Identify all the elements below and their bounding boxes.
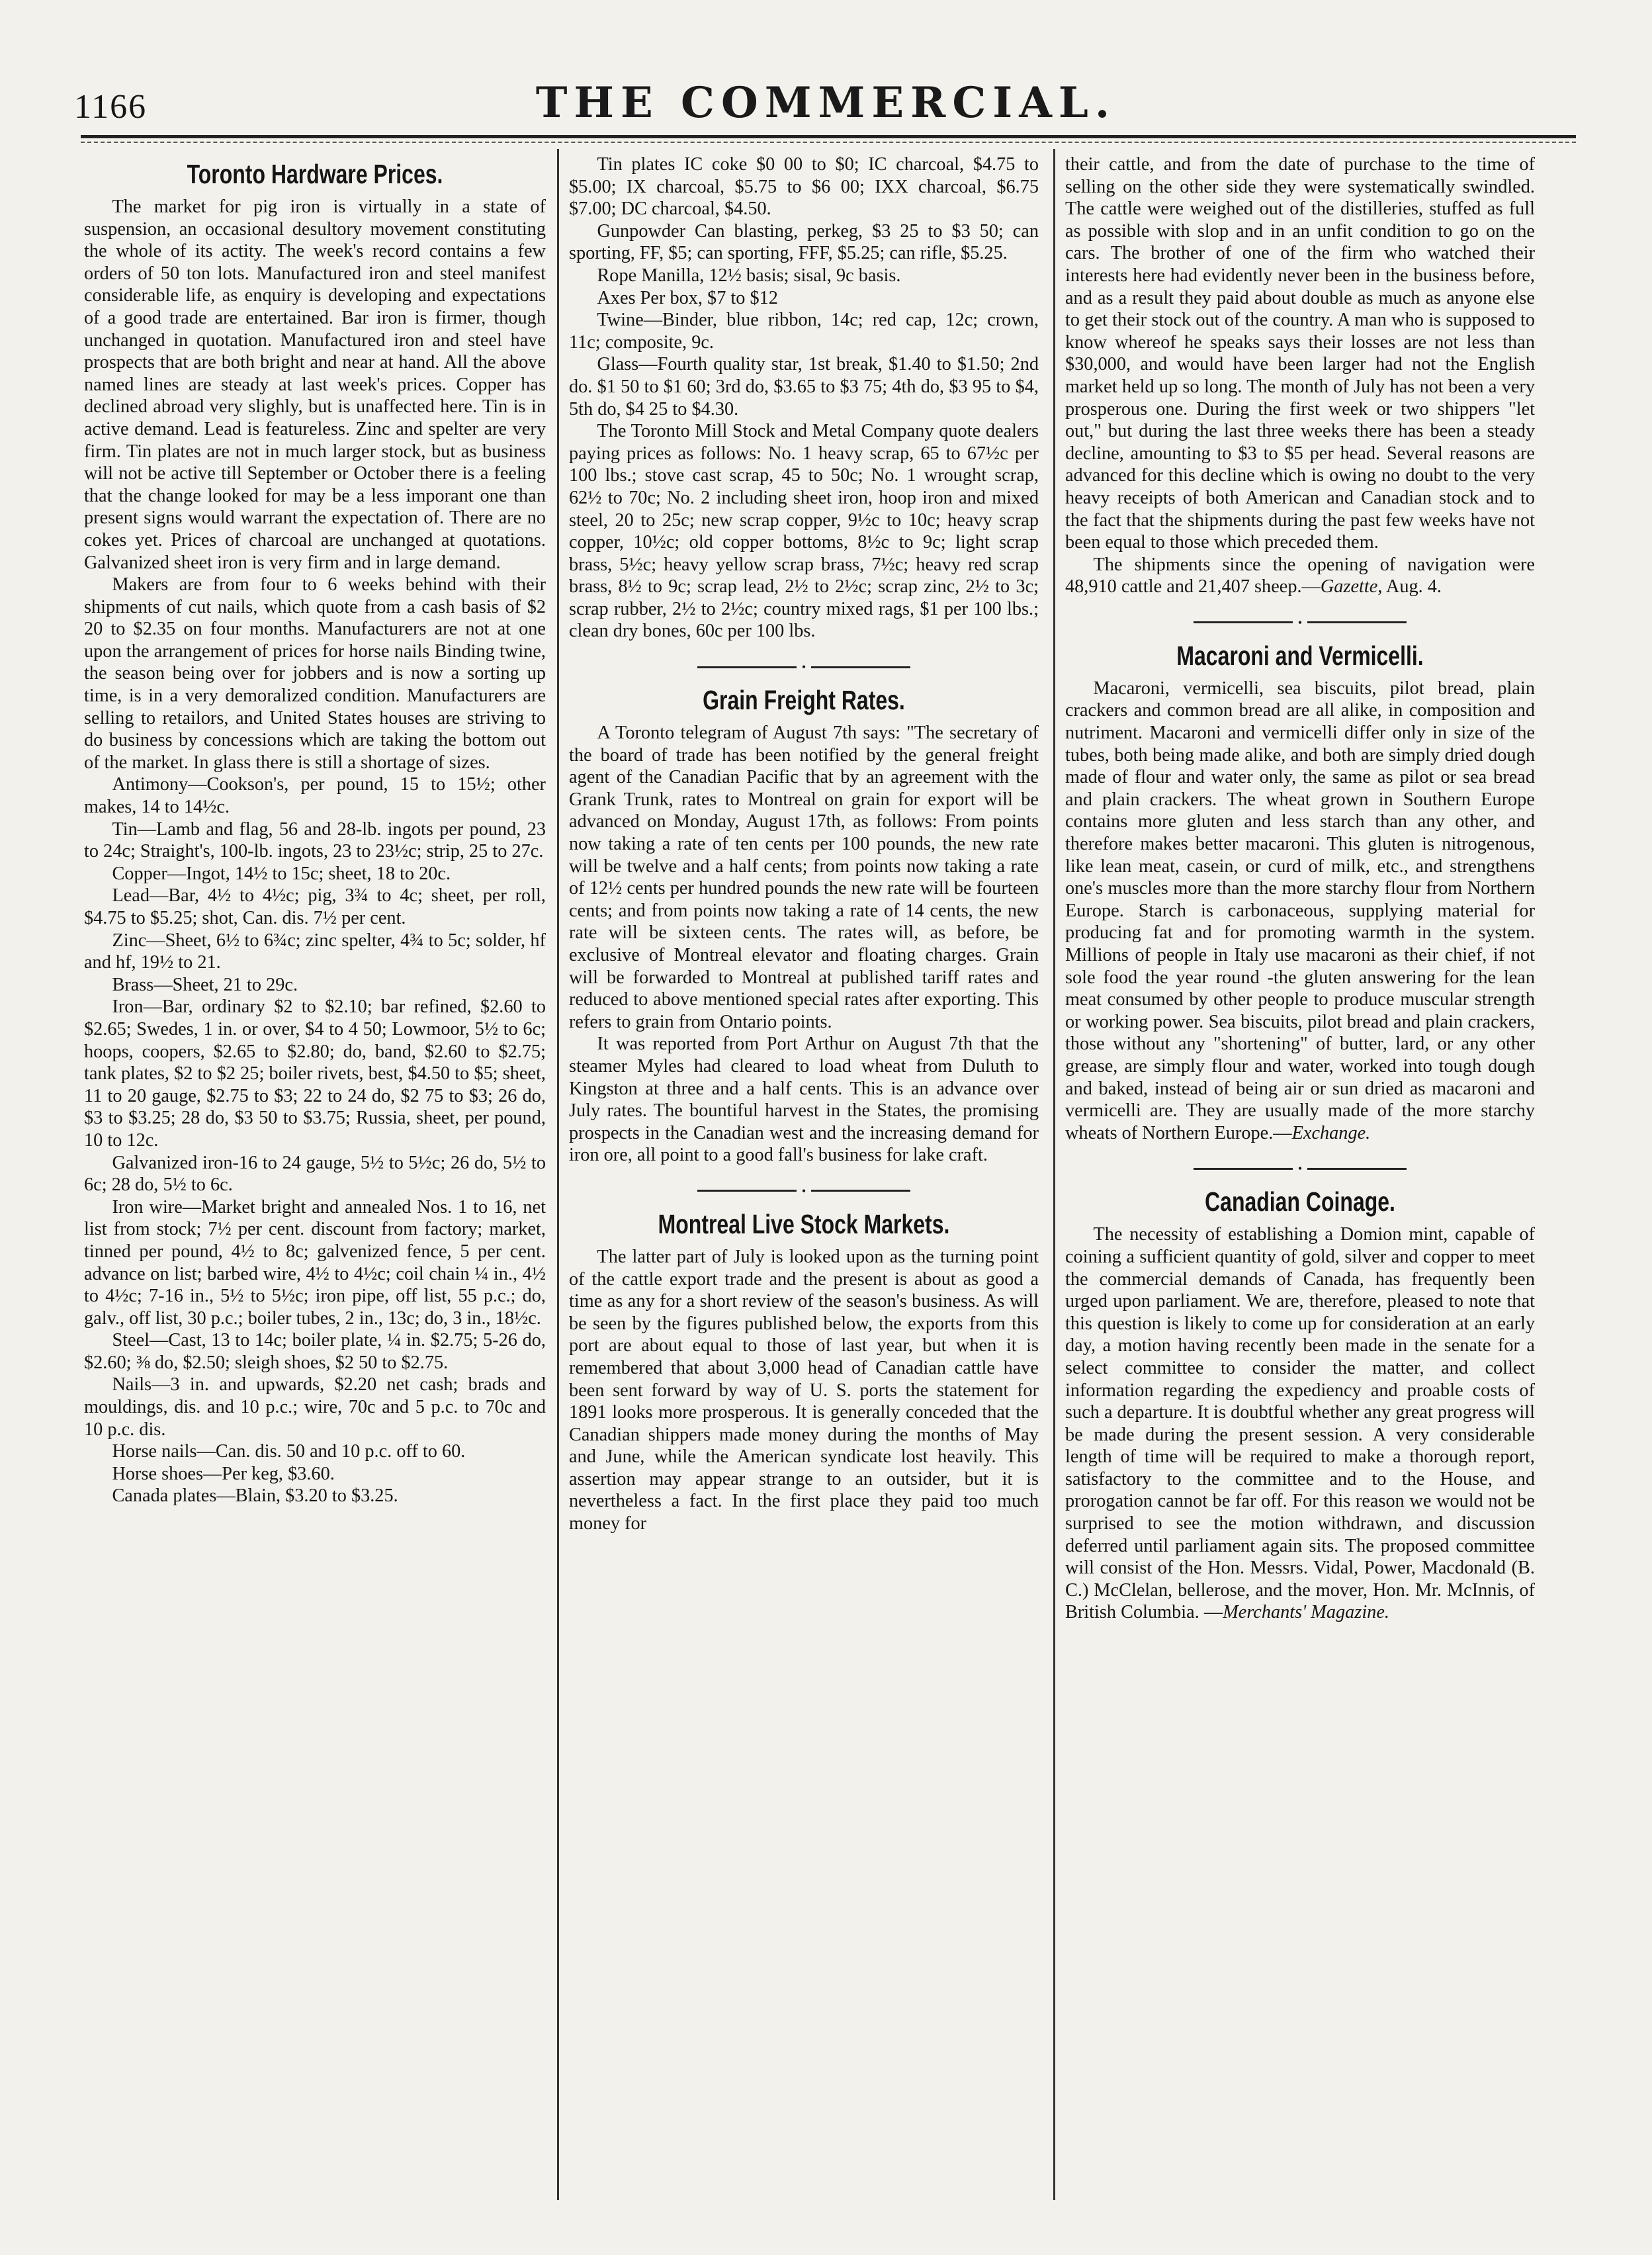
livestock-shipments [1065, 554, 1535, 598]
header-rule [81, 135, 1576, 138]
hardware-price-tin: Tin—Lamb and flag, 56 and 28-lb. ingots per pound, 23 to 24c; Straight's, 100-lb. ingots, 23 to 23½c; strip, 25 to 27c. [84, 818, 546, 862]
hardware-price-iron-wire: Iron wire—Market bright and annealed Nos. 1 to 16, net list from stock; 7½ per cent. discount from factory; market, tinned per pound, 4½ to 8c; galvenized fence, 5 per cent. advance on list; barbed wire, 4½ to 4½c; coil chain ¼ in., 4½ to 4½c; 7-16 in., 5½ to 5½c; iron pipe, off list, 55 p.c.; do, galv., off list, 30 p.c.; boiler tubes, 2 in., 13c; do, 3 in., 18½c. [84, 1196, 546, 1329]
page-number: 1166 [74, 88, 148, 126]
headline-grain-freight: Grain Freight Rates. [703, 685, 905, 716]
hardware-paragraph: The market for pig iron is virtually in a state of suspension, an occasional desultory movement constituting the whole of its actity. The week's record contains a few orders of 50 ton lots. Manufactured iron and steel manifest considerable life, as enquiry is developing and expectations of a good trade are entertained. Bar iron is firmer, though unchanged in quotation. Manufactured iron and steel have prospects that are both bright and near at hand. All the above named lines are steady at last week's prices. Copper has declined abroad very slighly, but is unaffected here. Tin is in active demand. Lead is featureless. Zinc and spelter are very firm. Tin plates are not in much larger stock, but as business will not be active till September or October there is a feeling that the change looked for may be a less imporant one than present signs would warrant the expectation of. There are no cokes yet. Prices of charcoal are unchanged at quotations. Galvanized sheet iron is very firm and in large demand. [84, 197, 546, 573]
hardware-price-canada-plates: Canada plates—Blain, $3.20 to $3.25. [112, 1485, 398, 1507]
hardware-price-antimony: Antimony—Cookson's, per pound, 15 to 15½; other makes, 14 to 14½c. [84, 774, 546, 818]
grain-paragraph: It was reported from Port Arthur on August 7th that the steamer Myles had cleared to load wheat from Duluth to Kingston at three and a half cents. This is an advance over July rates. The bountiful harvest in the States, the promising prospects in the Canadian west and the increasing demand for iron ore, all point to a good fall's business for lake craft. [569, 1034, 1039, 1166]
headline-macaroni: Macaroni and Vermicelli. [1176, 640, 1424, 671]
hardware-paragraph: Makers are from four to 6 weeks behind with their shipments of cut nails, which quote from a cash basis of $2 20 to $2.35 on four months. Manufacturers are not at one upon the arrangement of prices for horse nails Binding twine, the season being over for jobbers and is now a sorting up time, is in a very demoralized condition. Manufacturers are selling to retailors, and United States houses are striving to do business by concessions which are taking the bottom out of the market. In glass there is still a shortage of sizes. [84, 574, 546, 773]
macaroni-source: Exchange. [1291, 1122, 1371, 1143]
headline-toronto-hardware: Toronto Hardware Prices. [187, 159, 443, 189]
coinage-paragraph [1065, 1223, 1535, 1624]
coinage-source: Merchants' Magazine. [1223, 1602, 1389, 1623]
headline-montreal-live-stock: Montreal Live Stock Markets. [658, 1208, 950, 1239]
hardware-price-gunpowder: Gunpowder Can blasting, perkeg, $3 25 to $3 50; can sporting, FF, $5; can sporting, FFF, $5.25; can rifle, $5.25. [569, 220, 1039, 264]
hardware-price-nails: Nails—3 in. and upwards, $2.20 net cash; brads and mouldings, dis. and 10 p.c.; wire, 70c and 5 p.c. to 70c and 10 p.c. dis. [84, 1374, 546, 1440]
hardware-price-axes: Axes Per box, $7 to $12 [597, 287, 778, 308]
grain-paragraph: A Toronto telegram of August 7th says: "The secretary of the board of trade has been notified by the general freight agent of the Canadian Pacific that by an agreement with the Grank Trunk, rates to Montreal on grain for export will be advanced on Monday, August 17th, as follows: From points now taking a rate of ten cents per 100 pounds, the new rate will be twelve and a half cents; from points now taking a rate of 12½ cents per hundred pounds the new rate will be fourteen cents; and from points now taking a rate of 14 cents, the new rate will be sixteen cents. The rates will, as before, be exclusive of Montreal elevator and floating charges. Grain will be forwarded to Montreal at published tariff rates and reduced to above mentioned special rates after exporting. This refers to grain from Ontario points. [569, 723, 1039, 1032]
hardware-price-zinc: Zinc—Sheet, 6½ to 6¾c; zinc spelter, 4¾ to 5c; solder, hf and hf, 19½ to 21. [84, 930, 546, 973]
section-divider: • [569, 1180, 1039, 1202]
column-right [1065, 154, 1535, 2219]
column-middle [569, 154, 1039, 2219]
livestock-paragraph: The latter part of July is looked upon as the turning point of the cattle export trade and the present is about as good a time as any for a short review of the season's business. As will be seen by the figures published below, the exports from this port are about equal to those of last year, but when it is remembered that about 3,000 head of Canadian cattle have been sent forward by way of U. S. ports the statement for 1891 looks more prosperous. It is generally conceded that the Canadian shippers made money during the months of May and June, while the American syndicate lost heavily. This assertion may appear strange to an outsider, but it is nevertheless a fact. In the first place they paid too much money for [569, 1246, 1039, 1534]
livestock-source: Gazette [1320, 576, 1378, 597]
hardware-price-lead: Lead—Bar, 4½ to 4½c; pig, 3¾ to 4c; sheet, per roll, $4.75 to $5.25; shot, Can. dis. 7½ per cent. [84, 885, 546, 928]
macaroni-text: Macaroni, vermicelli, sea biscuits, pilot bread, plain crackers and common bread are all alike, in composition and nutriment. Macaroni and vermicelli differ only in size of the tubes, both being made alike, and both are simply dried dough made of flour and water only, the same as pilot or sea bread and plain crackers. The wheat grown in Southern Europe contains more gluten and less starch than any other, and therefore makes better macaroni. This gluten is nitrogenous, like lean meat, casein, or curd of milk, etc., and strengthens one's muscles more than the more starchy flour from Northern Europe. Starch is carbonaceous, supplying material for producing fat and for promoting warmth in the system. Millions of people in Italy use macaroni as their chief, if not sole food the year round -the gluten answering for the lean meat consumed by other people to produce muscular strength or working power. Sea biscuits, pilot bread and plain crackers, those without any "shortening" of butter, lard, or any other grease, are simply flour and water, worked into tough dough and baked, instead of being air or sun dried as macaroni and vermicelli are. They are usually made of the more starchy wheats of Northern Europe.— [1065, 678, 1535, 1143]
column-hardware [84, 154, 546, 2219]
livestock-shipments-text: The shipments since the opening of navigation were 48,910 cattle and 21,407 sheep.— [1065, 554, 1535, 597]
hardware-price-rope: Rope Manilla, 12½ basis; sisal, 9c basis. [597, 265, 901, 286]
coinage-text: The necessity of establishing a Domion mint, capable of coining a sufficient quantity of gold, silver and copper to meet the commercial demands of Canada, has frequently been urged upon parliament. We are, therefore, pleased to note that this question is likely to come up for consideration at an early day, a motion having recently been made in the senate for a select committee to consider the matter, and collect information regarding the expediency and proable costs of such a departure. It is doubtful whether any great progress will be made during the present session. A very considerable length of time will be required to make a thorough report, satisfactory to the committee and to the House, and prorogation cannot be far off. For this reason we would not be surprised to see the motion withdrawn, and discussion deferred until parliament again sits. The proposed committee will consist of the Hon. Messrs. Vidal, Power, Macdonald (B. C.) McClelan, bellerose, and the mover, Hon. Mr. McInnis, of British Columbia. — [1065, 1224, 1535, 1623]
macaroni-paragraph [1065, 678, 1535, 1144]
hardware-price-horse-shoes: Horse shoes—Per keg, $3.60. [112, 1463, 335, 1484]
hardware-price-glass: Glass—Fourth quality star, 1st break, $1.40 to $1.50; 2nd do. $1 50 to $1 60; 3rd do, $3.65 to $3 75; 4th do, $3 95 to $4, 5th do, $4 25 to $4.30. [569, 354, 1039, 420]
section-divider: • [1065, 611, 1535, 634]
section-divider: • [1065, 1157, 1535, 1180]
hardware-price-brass: Brass—Sheet, 21 to 29c. [112, 974, 298, 995]
hardware-price-tin-plates: Tin plates IC coke $0 00 to $0; IC charcoal, $4.75 to $5.00; IX charcoal, $5.75 to $6 00; IXX charcoal, $6.75 $7.00; DC charcoal, $4.50. [569, 154, 1039, 220]
hardware-price-horse-nails: Horse nails—Can. dis. 50 and 10 p.c. off to 60. [112, 1441, 466, 1462]
scrap-metal-prices: The Toronto Mill Stock and Metal Company quote dealers paying prices as follows: No. 1 heavy scrap, 65 to 67½c per 100 lbs.; stove cast scrap, 45 to 50c; No. 1 wrought scrap, 62½ to 70c; No. 2 including sheet iron, hoop iron and mixed steel, 20 to 25c; new scrap copper, 9½c to 10c; heavy scrap copper, 10½c; old copper bottoms, 8½c to 9c; light scrap brass, 5½c; heavy yellow scrap brass, 7½c; heavy red scrap brass, 8½ to 9c; scrap lead, 2½ to 2½c; scrap zinc, 2½ to 3c; scrap rubber, 2½ to 2½c; country mixed rags, $1 per 100 lbs.; clean dry bones, 60c per 100 lbs. [569, 421, 1039, 642]
header-rule-dashed [81, 142, 1576, 143]
hardware-price-iron: Iron—Bar, ordinary $2 to $2.10; bar refined, $2.60 to $2.65; Swedes, 1 in. or over, $4 to 4 50; Lowmoor, 5½ to 6c; hoops, coopers, $2.65 to $2.80; do, band, $2.60 to $2.75; tank plates, $2 to $2 25; boiler rivets, best, $4.50 to $5; sheet, 11 to 20 gauge, $2.75 to $3; 22 to 24 do, $2 75 to $3; 26 do, $3 to $3.25; 28 do, $3 50 to $3.75; Russia, sheet, per pound, 10 to 12c. [84, 996, 546, 1151]
column-divider-1 [557, 149, 559, 2200]
hardware-price-galvanized: Galvanized iron-16 to 24 gauge, 5½ to 5½c; 26 do, 5½ to 6c; 28 do, 5½ to 6c. [84, 1152, 546, 1196]
livestock-continued: their cattle, and from the date of purchase to the time of selling on the other side they were systematically swindled. The cattle were weighed out of the distilleries, stuffed as full as possible with slop and in an unfit condition to go on the cars. The brother of one of the firm who watched their interests here had evidently never been in the business before, and as a result they paid about double as much as anyone else to get their stock out of the country. A man who is supposed to know whereof he speaks says their losses are not less than $30,000, and would have been larger had not the English market held up so long. The month of July has not been a very prosperous one. During the first week or two shippers "let out," but during the last three weeks there has been a steady decline, amounting to $3 to $5 per head. Several reasons are advanced for this decline which is owing no doubt to the very heavy receipts of both American and Canadian stock and to the fact that the shipments during the past few weeks have not been equal to those which preceded them. [1065, 154, 1535, 553]
hardware-price-steel: Steel—Cast, 13 to 14c; boiler plate, ¼ in. $2.75; 5-26 do, $2.60; ⅜ do, $2.50; sleigh shoes, $2 50 to $2.75. [84, 1330, 546, 1373]
hardware-price-twine: Twine—Binder, blue ribbon, 14c; red cap, 12c; crown, 11c; composite, 9c. [569, 310, 1039, 353]
masthead: THE COMMERCIAL. [535, 78, 1117, 128]
section-divider: • [569, 656, 1039, 678]
hardware-price-copper: Copper—Ingot, 14½ to 15c; sheet, 18 to 20c. [112, 863, 451, 884]
livestock-date: , Aug. 4. [1377, 576, 1442, 597]
column-divider-2 [1053, 149, 1055, 2200]
headline-canadian-coinage: Canadian Coinage. [1205, 1186, 1395, 1217]
